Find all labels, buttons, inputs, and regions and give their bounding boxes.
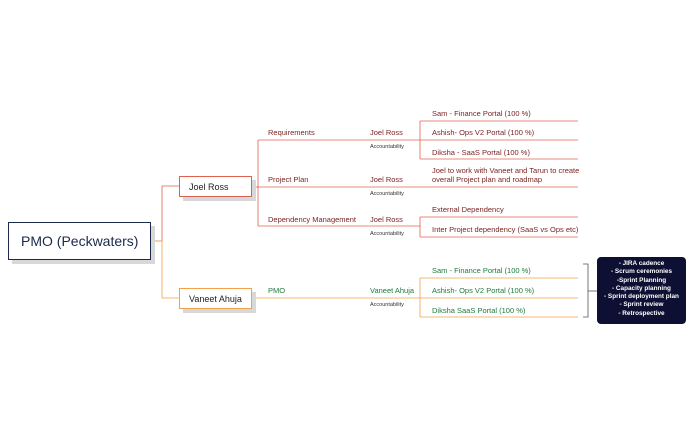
leaf-item-pmo-1: Sam - Finance Portal (100 %) — [432, 266, 531, 275]
leaf-item-requirements-3: Diksha - SaaS Portal (100 %) — [432, 148, 530, 157]
area-title-pmo: PMO — [268, 286, 286, 295]
leaf-item-pmo-2: Ashish- Ops V2 Portal (100 %) — [432, 286, 535, 295]
leaf-item-requirements-2: Ashish- Ops V2 Portal (100 %) — [432, 128, 535, 137]
root-label: PMO (Peckwaters) — [21, 233, 139, 249]
note-line: -Sprint Planning — [616, 276, 667, 284]
owner-label: Vaneet Ahuja — [189, 293, 242, 304]
leaf-item-project-plan-2: overall Project plan and roadmap — [432, 175, 543, 184]
note-line: - Sprint review — [619, 301, 664, 309]
scrum-notes-box[interactable] — [597, 257, 686, 324]
accountability-label-requirements: Accountability — [370, 144, 404, 150]
area-person-dependency-management: Joel Ross — [370, 215, 403, 224]
accountability-label-pmo: Accountability — [370, 302, 404, 308]
leaf-item-dependency-1: External Dependency — [432, 205, 504, 214]
area-title-requirements: Requirements — [268, 128, 315, 137]
owner-node-vaneet-ahuja[interactable] — [179, 288, 252, 309]
leaf-item-dependency-2: Inter Project dependency (SaaS vs Ops etc) — [432, 225, 579, 234]
area-person-requirements: Joel Ross — [370, 128, 403, 137]
note-line: - Retrospective — [618, 309, 665, 317]
accountability-label-dependency-management: Accountability — [370, 231, 404, 237]
root-node[interactable] — [8, 222, 151, 260]
area-person-pmo: Vaneet Ahuja — [370, 286, 415, 295]
leaf-item-pmo-3: Diksha SaaS Portal (100 %) — [432, 306, 526, 315]
leaf-item-project-plan-1: Joel to work with Vaneet and Tarun to create — [432, 166, 580, 175]
owner-node-joel-ross[interactable] — [179, 176, 252, 197]
area-title-dependency-management: Dependency Management — [268, 215, 356, 224]
leaf-item-requirements-1: Sam - Finance Portal (100 %) — [432, 109, 531, 118]
note-line: - Scrum ceremonies — [610, 268, 673, 276]
area-title-project-plan: Project Plan — [268, 175, 309, 184]
note-line: - Sprint deployment plan — [604, 293, 679, 301]
note-line: - JIRA cadence — [618, 260, 665, 267]
accountability-label-project-plan: Accountability — [370, 191, 404, 197]
area-person-project-plan: Joel Ross — [370, 175, 403, 184]
note-line: - Capacity planning — [612, 284, 671, 292]
owner-label: Joel Ross — [189, 181, 229, 192]
